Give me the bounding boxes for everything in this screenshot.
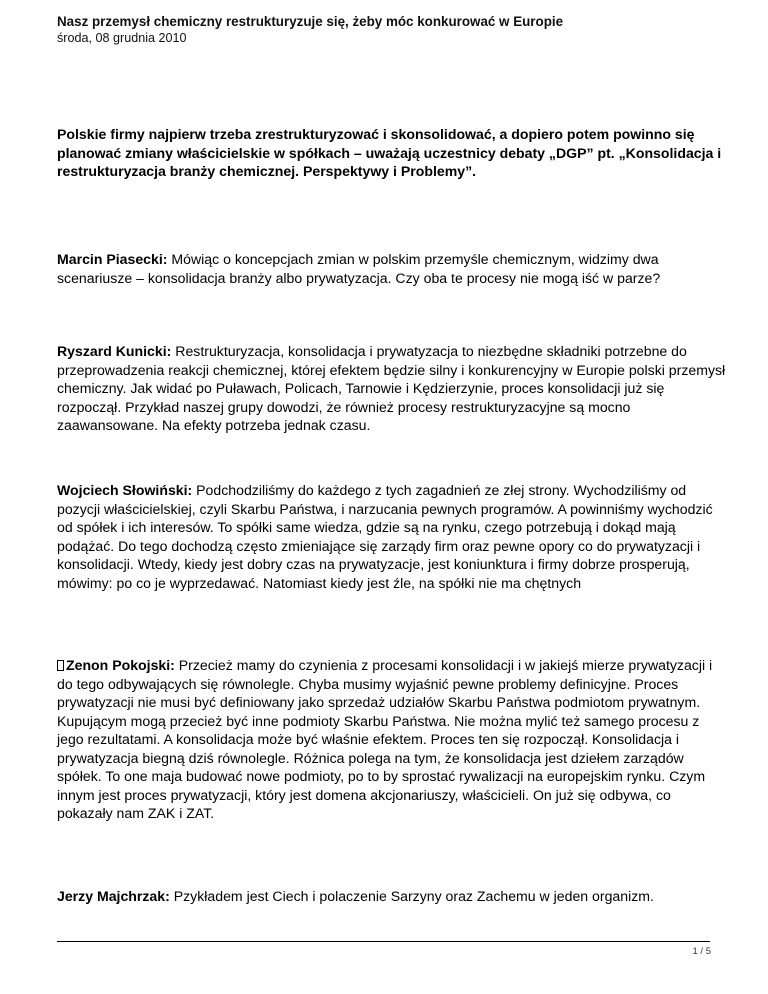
speaker-name: Zenon Pokojski: xyxy=(66,657,175,673)
speaker-name: Ryszard Kunicki: xyxy=(57,343,172,359)
header-title: Nasz przemysł chemiczny restrukturyzuje się, żeby móc konkurować w Europie xyxy=(57,14,564,29)
page-header xyxy=(57,13,717,46)
paragraph-pokojski xyxy=(57,656,729,823)
paragraph-kunicki xyxy=(57,342,729,435)
page-number: 1 / 5 xyxy=(692,946,711,957)
missing-glyph-icon xyxy=(57,660,64,671)
header-date: środa, 08 grudnia 2010 xyxy=(57,31,187,45)
speaker-name: Wojciech Słowiński: xyxy=(57,482,193,498)
paragraph-text: Pzykładem jest Ciech i polaczenie Sarzyny oraz Zachemu w jeden organizm. xyxy=(169,888,654,904)
footer-divider xyxy=(57,941,710,942)
paragraph-text: Mówiąc o koncepcjach zmian w polskim przemyśle chemicznym, widzimy dwa scenariusze – konsolidacja branży albo prywatyzacja. Czy oba te procesy nie mogą iść w parze? xyxy=(57,251,661,286)
article-lead: Polskie firmy najpierw trzeba zrestrukturyzować i skonsolidować, a dopiero potem powinno się planować zmiany właścicielskie w spółkach – uważają uczestnicy debaty „DGP” pt. „Konsolidacja i restrukturyzacja branży chemicznej. Perspektywy i Problemy”. xyxy=(57,126,722,179)
paragraph-text: Restrukturyzacja, konsolidacja i prywatyzacja to niezbędne składniki potrzebne do przeprowadzenia reakcji chemicznej, której efektem będzie silny i konkurencyjny w Europie polski przemysł chemiczny. Jak widać po Puławach, Policach, Tarnowie i Kędzierzynie, proces konsolidacji już się rozpoczął. Przykład naszej grupy dowodzi, że również procesy restrukturyzacyjne są mocno zaawansowane. Na efekty potrzeba jednak czasu. xyxy=(57,343,726,433)
paragraph-text: Podchodziliśmy do każdego z tych zagadnień ze złej strony. Wychodziliśmy od pozycji właścicielskiej, czyli Skarbu Państwa, i narzucania pewnych programów. A powinniśmy wychodzić od spółek i ich interesów. To spółki same wiedza, gdzie są na rynku, czego potrzebują i dokąd mają podążać. Do tego dochodzą często zmieniające się zarządy firm oraz pewne opory co do prywatyzacji i konsolidacji. Wtedy, kiedy jest dobry czas na prywatyzacje, jest koniunktura i firmy dobrze prosperują, mówimy: po co je wyprzedawać. Natomiast kiedy jest źle, na spółki nie ma chętnych xyxy=(57,482,713,591)
paragraph-text: Przecież mamy do czynienia z procesami konsolidacji i w jakiejś mierze prywatyzacji i do tego odbywających się równolegle. Chyba musimy wyjaśnić pewne problemy definicyjne. Proces prywatyzacji nie musi być definiowany jako sprzedaż udziałów Skarbu Państwa podmiotom prywatnym. Kupującym mogą przecież być inne podmioty Skarbu Państwa. Nie można mylić też samego procesu z jego rezultatami. A konsolidacja może być właśnie efektem. Proces ten się rozpoczął. Konsolidacja i prywatyzacja biegną dziś równolegle. Różnica polega na tym, że konsolidacja jest dziełem zarządów spółek. To one maja budować nowe podmioty, po to by sprostać rywalizacji na europejskim rynku. Czym innym jest proces prywatyzacji, który jest domena akcjonariuszy, właścicieli. On już się odbywa, co pokazały nam ZAK i ZAT. xyxy=(57,657,713,821)
paragraph-piasecki xyxy=(57,250,729,287)
paragraph-slowinski xyxy=(57,481,729,592)
speaker-name: Jerzy Majchrzak: xyxy=(57,888,170,904)
speaker-name: Marcin Piasecki: xyxy=(57,251,168,267)
paragraph-majchrzak xyxy=(57,887,729,906)
